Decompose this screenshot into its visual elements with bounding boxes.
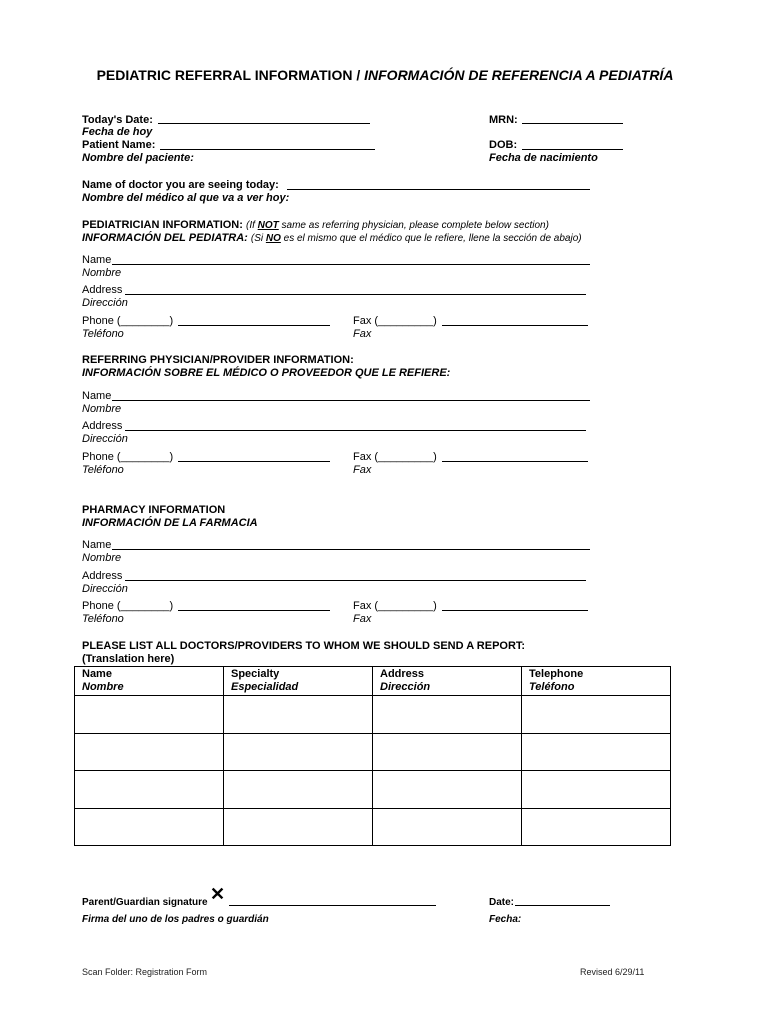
patient-name-line[interactable] xyxy=(160,149,375,150)
providers-table xyxy=(74,666,671,846)
table-cell[interactable] xyxy=(224,771,373,809)
ref-direccion-label: Dirección xyxy=(82,433,128,445)
pha-direccion-label: Dirección xyxy=(82,583,128,595)
table-cell[interactable] xyxy=(224,696,373,734)
todays-date-line[interactable] xyxy=(158,123,370,124)
doctor-today-label: Name of doctor you are seeing today: xyxy=(82,179,279,191)
pediatrician-note-es-no: NO xyxy=(265,233,281,244)
table-cell[interactable] xyxy=(522,733,671,771)
ref-name-line[interactable] xyxy=(112,400,590,401)
table-cell[interactable] xyxy=(224,733,373,771)
signature-x-icon: ✕ xyxy=(210,884,226,904)
signature-label: Parent/Guardian signature xyxy=(82,897,208,908)
patient-name-label: Patient Name: xyxy=(82,139,156,151)
ped-phone-line[interactable] xyxy=(178,325,330,326)
todays-date-label: Today's Date: xyxy=(82,114,153,126)
ped-address-line[interactable] xyxy=(125,294,586,295)
table-cell[interactable] xyxy=(373,733,522,771)
referring-heading-es: INFORMACIÓN SOBRE EL MÉDICO O PROVEEDOR QUE LE REFIERE: xyxy=(82,367,451,379)
fecha-hoy-label: Fecha de hoy xyxy=(82,126,153,138)
table-cell[interactable] xyxy=(522,808,671,846)
pediatrician-note-pre: (If xyxy=(245,220,258,231)
column-header-es: Teléfono xyxy=(529,681,575,693)
ref-address-line[interactable] xyxy=(125,430,586,431)
column-header-specialty xyxy=(224,667,373,696)
column-header-es: Especialidad xyxy=(231,681,299,693)
mrn-line[interactable] xyxy=(522,123,623,124)
pha-name-label: Name xyxy=(82,539,112,551)
ped-fax-es-label: Fax xyxy=(353,328,372,340)
column-header-telephone xyxy=(522,667,671,696)
column-header-en: Name xyxy=(82,668,112,680)
table-cell[interactable] xyxy=(373,696,522,734)
ped-address-label: Address xyxy=(82,284,123,296)
ref-phone-line[interactable] xyxy=(178,461,330,462)
table-row xyxy=(75,696,671,734)
pha-phone-line[interactable] xyxy=(178,610,330,611)
report-translation: (Translation here) xyxy=(82,653,175,665)
ped-nombre-label: Nombre xyxy=(82,267,122,279)
table-cell[interactable] xyxy=(224,808,373,846)
pharmacy-heading-en: PHARMACY INFORMATION xyxy=(82,504,226,516)
page-title xyxy=(80,66,690,85)
table-row xyxy=(75,771,671,809)
ped-phone-label: Phone (________) xyxy=(82,315,174,327)
report-heading: PLEASE LIST ALL DOCTORS/PROVIDERS TO WHOM WE SHOULD SEND A REPORT: xyxy=(82,640,526,652)
ped-telefono-label: Teléfono xyxy=(82,328,124,340)
ref-fax-label: Fax (_________) xyxy=(353,451,437,463)
ref-nombre-label: Nombre xyxy=(82,403,122,415)
ped-direccion-label: Dirección xyxy=(82,297,128,309)
signature-line[interactable] xyxy=(229,905,436,906)
table-cell[interactable] xyxy=(75,771,224,809)
pha-fax-label: Fax (_________) xyxy=(353,600,437,612)
table-cell[interactable] xyxy=(75,696,224,734)
footer-right: Revised 6/29/11 xyxy=(580,967,645,977)
pha-phone-label: Phone (________) xyxy=(82,600,174,612)
pha-nombre-label: Nombre xyxy=(82,552,122,564)
table-header-row xyxy=(75,667,671,696)
footer-left: Scan Folder: Registration Form xyxy=(82,967,208,977)
ped-name-label: Name xyxy=(82,254,112,266)
column-header-en: Telephone xyxy=(529,668,584,680)
ped-fax-label: Fax (_________) xyxy=(353,315,437,327)
table-cell[interactable] xyxy=(522,696,671,734)
dob-label: DOB: xyxy=(489,139,518,151)
ref-telefono-label: Teléfono xyxy=(82,464,124,476)
ped-fax-line[interactable] xyxy=(442,325,588,326)
signature-label-es: Firma del uno de los padres o guardián xyxy=(82,914,269,925)
referring-heading-en: REFERRING PHYSICIAN/PROVIDER INFORMATION: xyxy=(82,354,354,366)
signature-date-label: Date: xyxy=(489,897,515,908)
ref-phone-label: Phone (________) xyxy=(82,451,174,463)
dob-line[interactable] xyxy=(522,149,623,150)
ref-fax-es-label: Fax xyxy=(353,464,372,476)
doctor-today-line[interactable] xyxy=(287,189,590,190)
table-cell[interactable] xyxy=(75,733,224,771)
ref-fax-line[interactable] xyxy=(442,461,588,462)
pha-telefono-label: Teléfono xyxy=(82,613,124,625)
pha-fax-line[interactable] xyxy=(442,610,588,611)
pediatrician-note-es-post: es el mismo que el médico que le refiere, llene la sección de abajo) xyxy=(280,233,582,244)
column-header-address xyxy=(373,667,522,696)
pharmacy-heading-es: INFORMACIÓN DE LA FARMACIA xyxy=(82,517,258,529)
fecha-nacimiento-label: Fecha de nacimiento xyxy=(489,152,598,164)
table-cell[interactable] xyxy=(75,808,224,846)
table-cell[interactable] xyxy=(373,771,522,809)
pha-address-label: Address xyxy=(82,570,123,582)
pha-fax-es-label: Fax xyxy=(353,613,372,625)
column-header-name xyxy=(75,667,224,696)
title-es: INFORMACIÓN DE REFERENCIA A PEDIATRÍA xyxy=(364,67,674,83)
pediatrician-note-es-pre: (Si xyxy=(250,233,266,244)
title-en: PEDIATRIC REFERRAL INFORMATION / xyxy=(96,67,365,83)
pediatrician-heading-text: PEDIATRICIAN INFORMATION: xyxy=(82,219,243,231)
column-header-en: Address xyxy=(380,668,425,680)
pediatrician-heading-es-text: INFORMACIÓN DEL PEDIATRA: xyxy=(82,232,248,244)
column-header-es: Dirección xyxy=(380,681,431,693)
table-row xyxy=(75,733,671,771)
table-cell[interactable] xyxy=(522,771,671,809)
pediatrician-heading-en xyxy=(82,219,549,232)
ref-name-label: Name xyxy=(82,390,112,402)
pha-name-line[interactable] xyxy=(112,549,590,550)
column-header-en: Specialty xyxy=(231,668,280,680)
doctor-today-label-es: Nombre del médico al que va a ver hoy: xyxy=(82,192,290,204)
pediatrician-note-not: NOT xyxy=(257,220,279,231)
signature-fecha-label: Fecha: xyxy=(489,914,522,925)
column-header-es: Nombre xyxy=(82,681,124,693)
pha-address-line[interactable] xyxy=(125,580,586,581)
table-row xyxy=(75,808,671,846)
pediatrician-heading-es xyxy=(82,232,582,245)
table-cell[interactable] xyxy=(373,808,522,846)
ref-address-label: Address xyxy=(82,420,123,432)
signature-date-line[interactable] xyxy=(515,905,610,906)
ped-name-line[interactable] xyxy=(112,264,590,265)
nombre-paciente-label: Nombre del paciente: xyxy=(82,152,194,164)
mrn-label: MRN: xyxy=(489,114,518,126)
pediatrician-note-post: same as referring physician, please complete below section) xyxy=(278,220,549,231)
